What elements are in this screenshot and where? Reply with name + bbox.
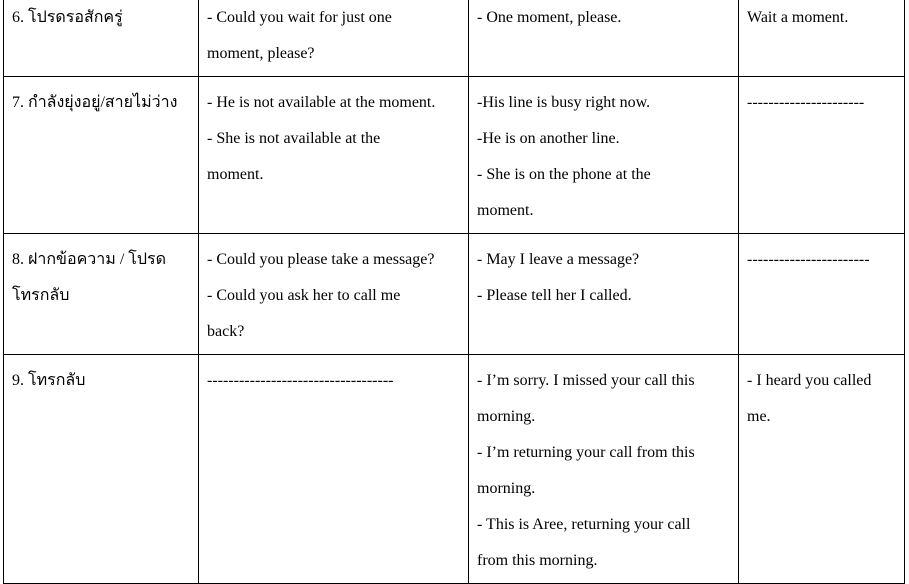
cell-line: -His line is busy right now. [477, 94, 651, 111]
cell-line: moment. [207, 166, 264, 183]
cell-line: - May I leave a message? [477, 251, 640, 268]
table-row [4, 77, 905, 234]
cell-line: moment. [477, 202, 534, 219]
cell-line: 9. โทรกลับ [12, 372, 86, 389]
cell-line: Wait a moment. [747, 9, 849, 26]
cell-line: โทรกลับ [12, 287, 70, 304]
cell-line: - I heard you called [747, 372, 872, 389]
formal-cell [199, 77, 469, 234]
cell-line: me. [747, 408, 771, 425]
cell-line: - She is on the phone at the [477, 166, 651, 183]
cell-line: moment, please? [207, 45, 315, 62]
cell-line: - Could you please take a message? [207, 251, 435, 268]
casual-cell [739, 234, 905, 355]
cell-line: - Could you wait for just one [207, 9, 392, 26]
cell-line: morning. [477, 480, 536, 497]
cell-line: - Could you ask her to call me [207, 287, 401, 304]
phone-phrases-table [3, 0, 905, 584]
topic-cell [4, 355, 199, 584]
casual-cell [739, 77, 905, 234]
topic-cell [4, 77, 199, 234]
cell-line: back? [207, 323, 245, 340]
cell-line: - She is not available at the [207, 130, 381, 147]
topic-cell [4, 234, 199, 355]
cell-line: - I’m sorry. I missed your call this [477, 372, 695, 389]
cell-line: morning. [477, 408, 536, 425]
cell-line: ---------------------- [747, 94, 865, 111]
informal-cell [469, 0, 739, 77]
topic-cell [4, 0, 199, 77]
cell-line: ----------------------- [747, 251, 870, 268]
formal-cell [199, 0, 469, 77]
cell-line: 6. โปรดรอสักครู่ [12, 9, 123, 26]
cell-line: - I’m returning your call from this [477, 444, 695, 461]
cell-line: - This is Aree, returning your call [477, 516, 691, 533]
cell-line: 8. ฝากข้อความ / โปรด [12, 251, 166, 268]
table-row [4, 355, 905, 584]
cell-line: - He is not available at the moment. [207, 94, 436, 111]
cell-line: - Please tell her I called. [477, 287, 632, 304]
informal-cell [469, 234, 739, 355]
informal-cell [469, 77, 739, 234]
table-row [4, 234, 905, 355]
formal-cell [199, 234, 469, 355]
cell-line: from this morning. [477, 552, 598, 569]
cell-line: -He is on another line. [477, 130, 620, 147]
cell-line: - One moment, please. [477, 9, 622, 26]
cell-line: ----------------------------------- [207, 372, 394, 389]
formal-cell [199, 355, 469, 584]
cell-line: 7. กำลังยุ่งอยู่/สายไม่ว่าง [12, 94, 178, 111]
casual-cell [739, 355, 905, 584]
informal-cell [469, 355, 739, 584]
casual-cell [739, 0, 905, 77]
table-row [4, 0, 905, 77]
